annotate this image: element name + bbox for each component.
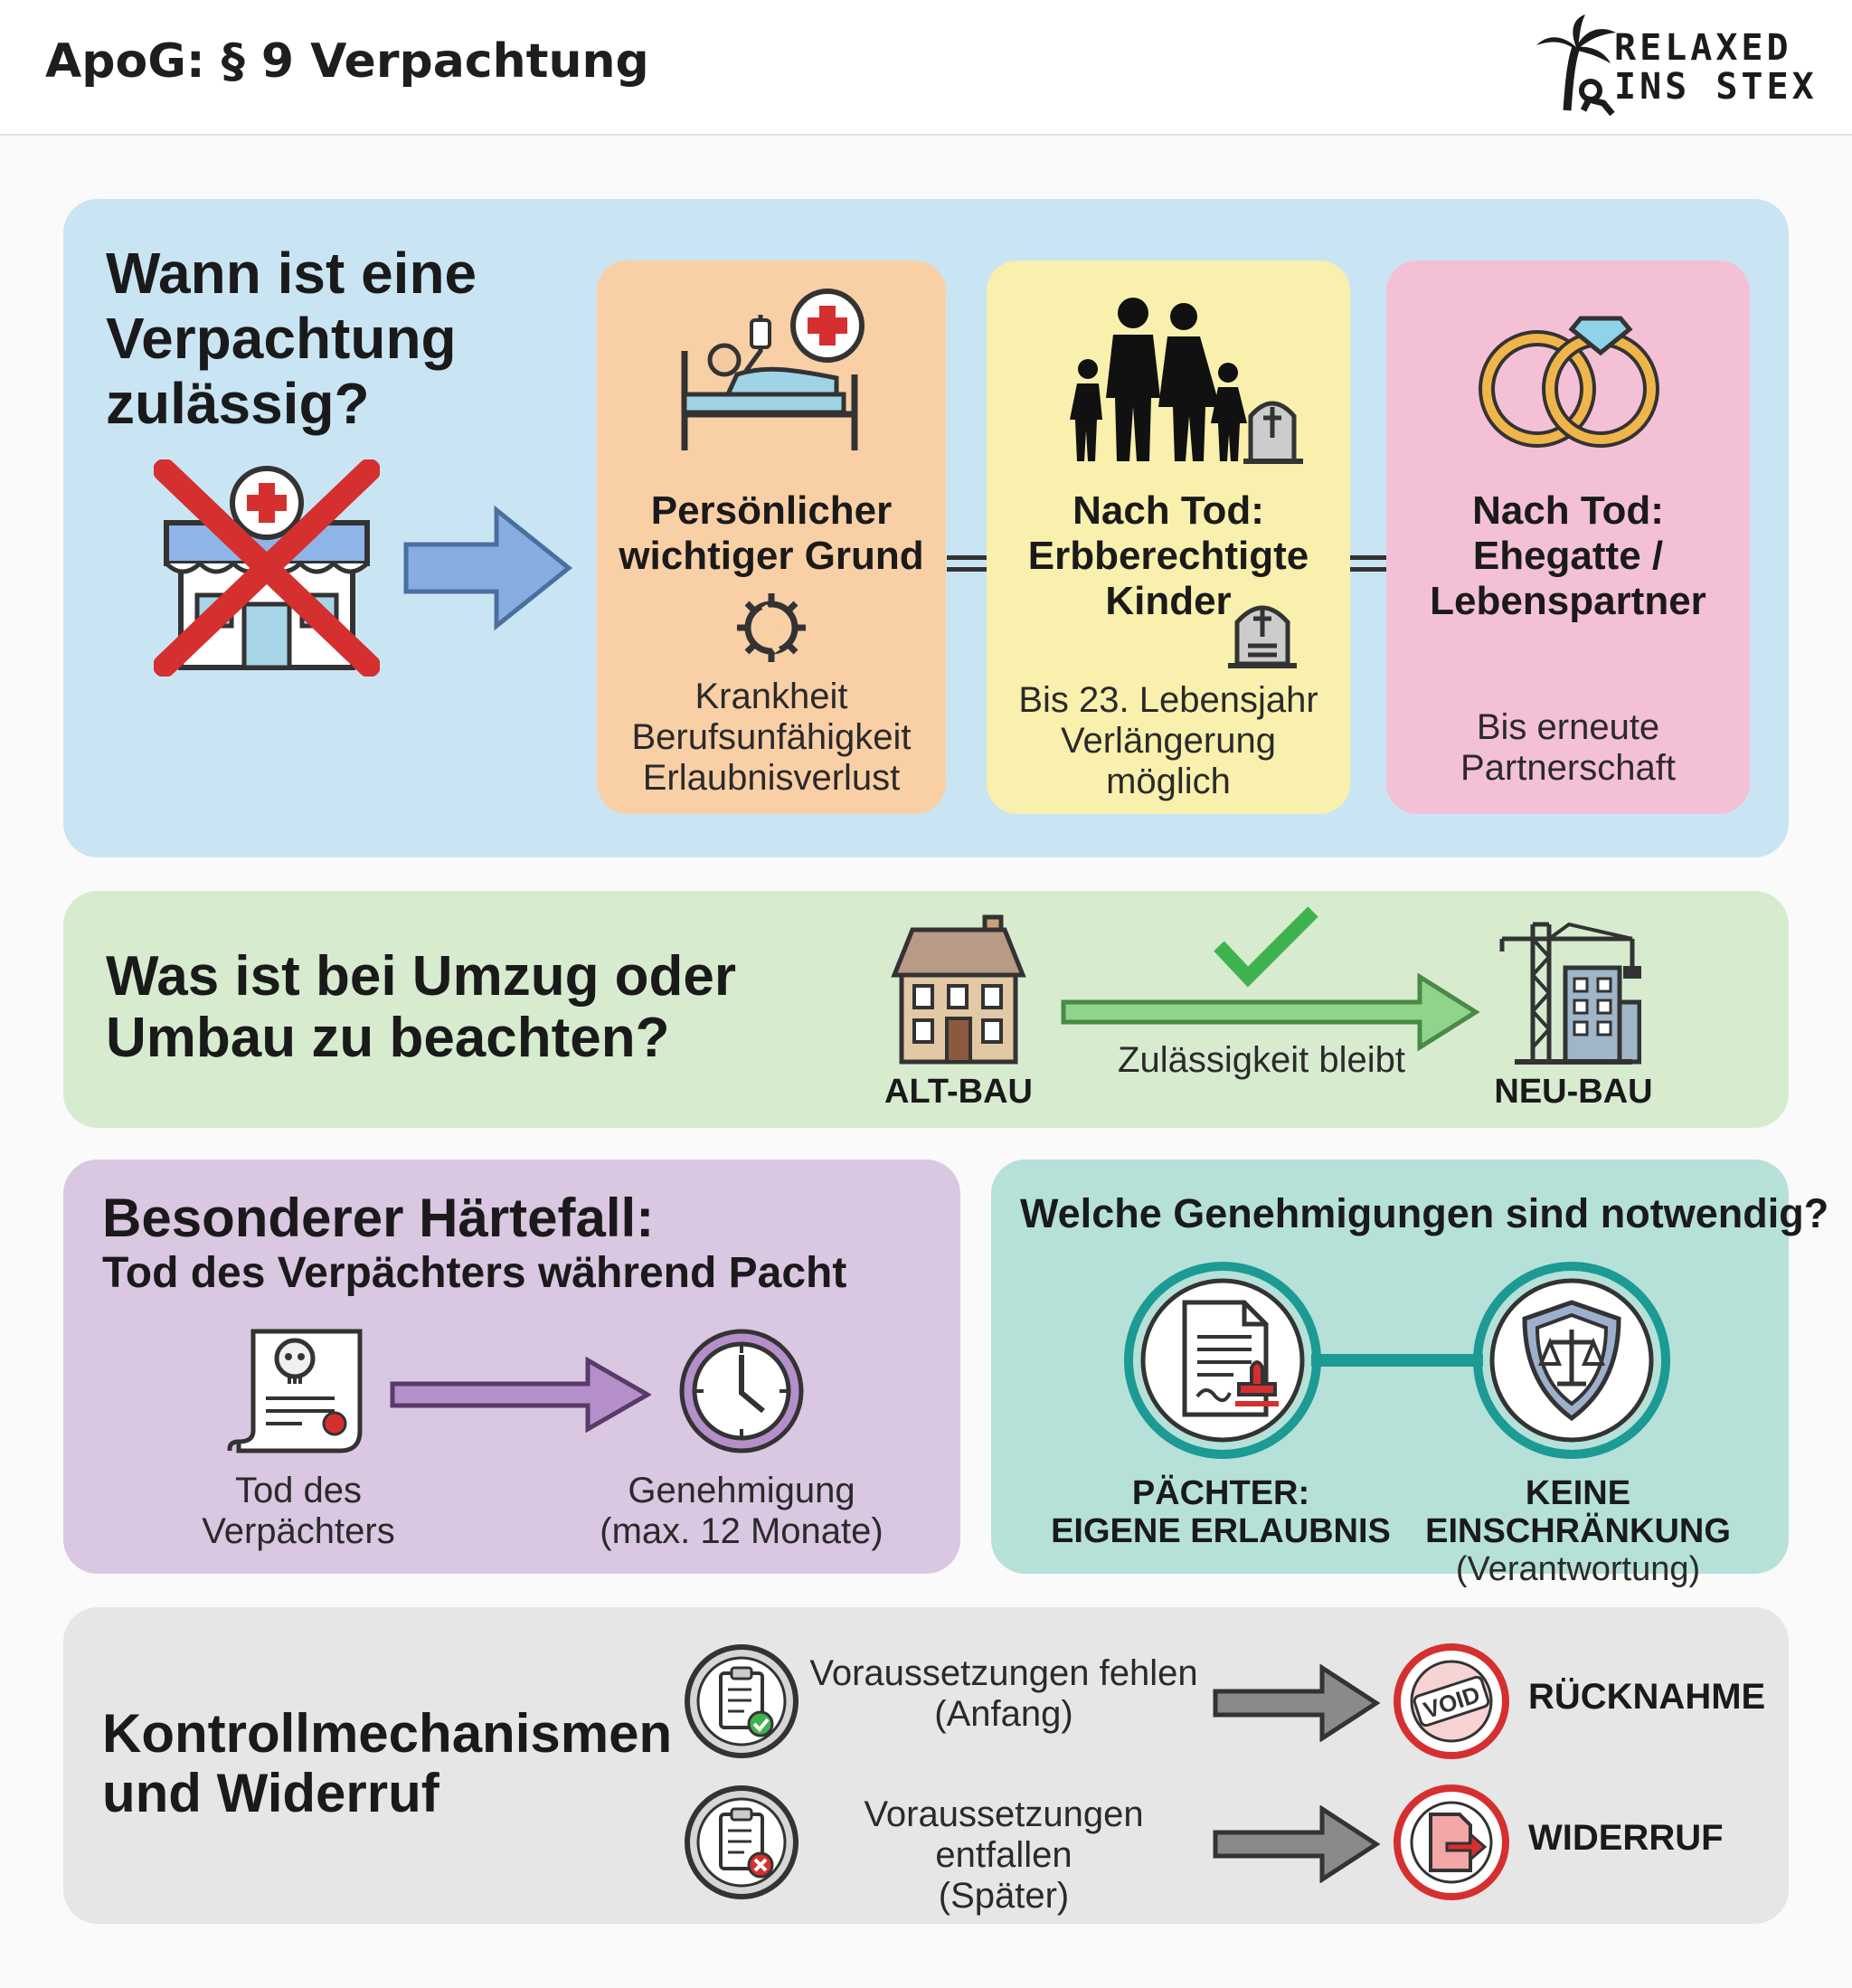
section3-left-line1: Tod des [234, 1471, 363, 1510]
construction-icon [1497, 912, 1641, 1065]
card3-line1: Bis erneute [1476, 707, 1660, 747]
card1-title-line2: wichtiger Grund [619, 534, 924, 578]
connector-1 [947, 555, 987, 572]
arrow-label: Zulässigkeit bleibt [1118, 1040, 1405, 1080]
arrow-right-gray-icon [1212, 1664, 1380, 1742]
card1-line1: Krankheit [694, 677, 848, 716]
section3-right-label [579, 1471, 904, 1552]
card2-line2: Verlängerung [1061, 721, 1276, 761]
family-icon [1063, 295, 1316, 467]
section1-heading-line3: zulässig? [106, 371, 370, 436]
result-ruecknahme: RÜCKNAHME [1528, 1677, 1766, 1717]
card2-title-line3: Kinder [1105, 579, 1232, 623]
logo-line2: INS STEX [1614, 66, 1818, 108]
section4-left-line2: EIGENE ERLAUBNIS [1051, 1512, 1391, 1550]
section2-heading-line2: Umbau zu beachten? [106, 1007, 670, 1069]
row1-text [796, 1653, 1212, 1735]
section3-right-line1: Genehmigung [628, 1471, 855, 1510]
section5-heading-line1: Kontrollmechanismen [102, 1703, 673, 1764]
arrow-right-gray-icon-2 [1212, 1805, 1380, 1883]
card1-title-line1: Persönlicher [650, 488, 893, 533]
section3-left-line2: Verpächters [202, 1511, 395, 1551]
card1-line3: Erlaubnisverlust [642, 758, 901, 798]
wedding-rings-icon [1474, 298, 1664, 452]
card2-line3: möglich [1106, 762, 1231, 801]
card2-details [987, 680, 1350, 802]
card3-title-line2: Ehegatte / [1472, 534, 1664, 578]
row2-text [796, 1794, 1212, 1917]
section1-heading-line2: Verpachtung [106, 306, 457, 371]
logo-text [1614, 29, 1818, 107]
page-title: ApoG: § 9 Verpachtung [45, 34, 649, 89]
section3-subheading: Tod des Verpächters während Pacht [102, 1249, 847, 1297]
old-building-icon [891, 912, 1026, 1065]
death-certificate-icon [226, 1322, 371, 1460]
section1-heading-line1: Wann ist eine [106, 241, 477, 306]
arrow-right-purple-icon [389, 1357, 651, 1433]
palm-tree-icon [1536, 14, 1616, 114]
clipboard-x-icon [683, 1784, 800, 1901]
card2-line1: Bis 23. Lebensjahr [1018, 680, 1318, 720]
section4-right-label [1375, 1474, 1781, 1588]
clipboard-check-icon [683, 1642, 800, 1760]
hospital-bed-icon [674, 288, 868, 455]
row1-line1: Voraussetzungen fehlen [809, 1653, 1198, 1693]
section2-heading-line1: Was ist bei Umzug oder [106, 945, 737, 1008]
card3-title-line3: Lebenspartner [1430, 579, 1706, 623]
shield-scales-icon [1517, 1297, 1626, 1424]
section1-heading [106, 241, 477, 436]
new-building-label: NEU-BAU [1494, 1073, 1653, 1111]
section3-right-line2: (max. 12 Monate) [600, 1511, 883, 1551]
card1-title [597, 488, 946, 579]
document-stamp-icon [1176, 1297, 1284, 1424]
result-widerruf: WIDERRUF [1528, 1818, 1724, 1858]
old-building-label: ALT-BAU [884, 1073, 1033, 1111]
card2-title-line2: Erbberechtigte [1027, 534, 1309, 578]
broken-gear-icon [723, 588, 819, 667]
gravestone-icon [1226, 593, 1299, 669]
section4-heading: Welche Genehmigungen sind notwendig? [1020, 1190, 1829, 1236]
void-stamp-icon [1393, 1642, 1510, 1760]
row2-line1: Voraussetzungen entfallen [864, 1794, 1144, 1875]
section4-left-line1: PÄCHTER: [1131, 1474, 1310, 1512]
pharmacy-crossed-icon [154, 459, 380, 677]
section5-heading [102, 1704, 672, 1823]
card3-details [1386, 707, 1750, 789]
section4-left-label [1049, 1474, 1393, 1550]
row2-line2: (Später) [938, 1876, 1070, 1916]
section5-heading-line2: und Widerruf [102, 1763, 439, 1823]
card1-details [597, 677, 946, 799]
section3-heading: Besonderer Härtefall: [102, 1188, 655, 1248]
revoke-icon [1393, 1784, 1510, 1901]
card3-title-line1: Nach Tod: [1472, 488, 1664, 533]
section3-left-label [154, 1471, 443, 1552]
card2-title-line1: Nach Tod: [1072, 488, 1264, 533]
card3-line2: Partnerschaft [1460, 748, 1676, 788]
logo-line1: RELAXED [1614, 27, 1792, 69]
section4-right-line2: (Verantwortung) [1455, 1550, 1701, 1588]
card3-title [1386, 488, 1750, 624]
card1-line2: Berufsunfähigkeit [631, 717, 912, 757]
connector-2 [1350, 555, 1386, 572]
section4-right-line1: KEINE EINSCHRÄNKUNG [1425, 1474, 1731, 1550]
section2-heading [106, 946, 736, 1069]
row1-line2: (Anfang) [934, 1694, 1073, 1734]
arrow-right-icon [402, 505, 574, 631]
clock-icon [676, 1326, 807, 1456]
void-stamp-text: VOID [1420, 1680, 1484, 1725]
